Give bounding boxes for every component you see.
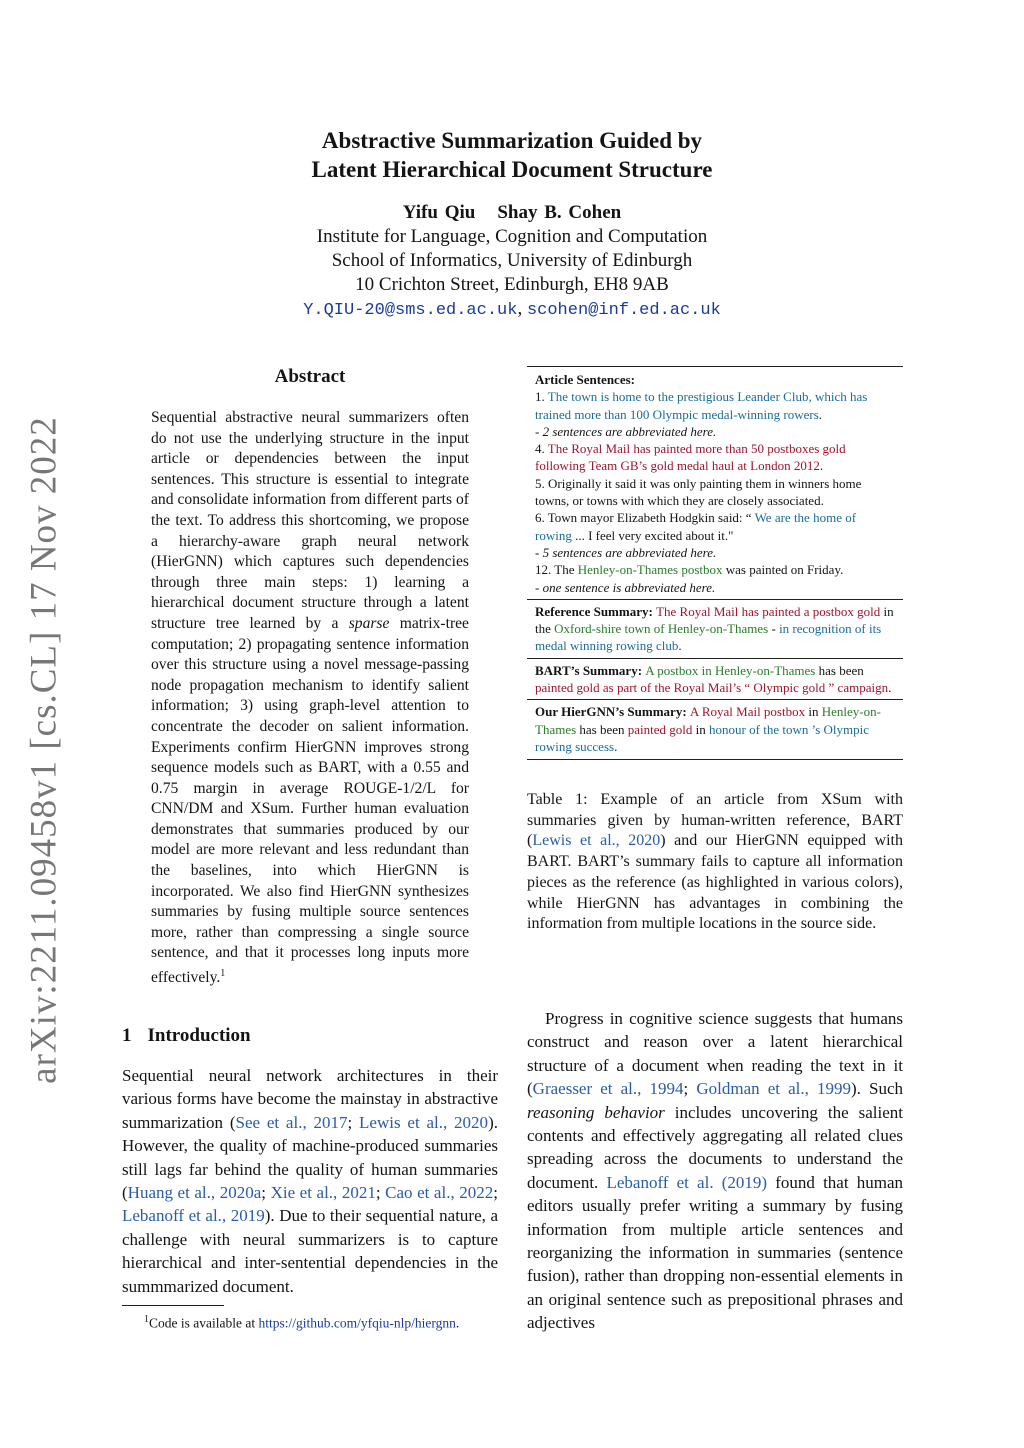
footnote-marker[interactable]: 1 — [220, 968, 226, 980]
abstract-text: Sequential abstractive neural summarizers often do not use the underlying structure in the input article or dependencies between the input sentences. This structure is essential to integrate and consolidate information from different parts of the text. To address this shortcoming, we propose a hierarchy-aware graph neural network (HierGNN) which captures such dependencies through three main steps: 1) learning a hierarchical document structure through a latent structure tree learned by a sparse matrix-tree computation; 2) propagating sentence information over this structure using a novel message-passing node propagation mechanism to identify salient information; 3) using graph-level attention to concentrate the decoder on salient information. Experiments confirm HierGNN improves strong sequence models such as BART, with a 0.55 and 0.75 margin in average ROUGE-1/2/L for CNN/DM and XSum. Further human evaluation demonstrates that summaries produced by our model are more relevant and less redundant than the baselines, into which HierGNN is incorporated. We also find HierGNN synthesizes summaries by fusing multiple source sentences more, rather than compressing a single source sentence, and that it processes long inputs more effectively.$^1$ — [151, 409, 469, 987]
footnote-divider — [122, 1305, 224, 1306]
code-url-link[interactable]: https://github.com/yfqiu-nlp/hiergnn — [258, 1315, 456, 1331]
arxiv-identifier-text: arXiv:2211.09458v1 [cs.CL] 17 Nov 2022 — [23, 416, 65, 1084]
arxiv-identifier-stamp — [14, 416, 74, 1084]
affiliation-school: School of Informatics, University of Edinburgh — [331, 250, 693, 271]
footnote: $^1$Code is available at https://github.com/yfqiu-nlp/hiergnn. — [144, 1314, 460, 1331]
email-link-2[interactable]: scohen@inf.ed.ac.uk — [526, 301, 721, 320]
table-caption: Table 1: Example of an article from XSum with summaries given by human-written reference, BART (Lewis et al., 2020) and our HierGNN equipped with BART. BART’s summary fails to capture all information pieces as the reference (as highlighted in various colors), while HierGNN has advantages in combining the information from multiple locations in the source side. — [527, 791, 903, 933]
author-name-1: Yifu Qiu — [402, 202, 476, 223]
title-line-2: Latent Hierarchical Document Structure — [311, 157, 713, 182]
citation-link[interactable]: Lewis et al., 2020 — [532, 832, 661, 850]
citation-link[interactable]: Lebanoff et al. (2019) — [606, 1172, 768, 1192]
abstract-heading: Abstract — [274, 366, 346, 387]
table-hiergnn-summary: Our HierGNN’s Summary: A Royal Mail postbox in Henley-on-Thames has been painted gold in honour of the town ’s Olympic rowing success. — [527, 699, 903, 760]
author-names — [212, 201, 812, 225]
citation-link[interactable]: See et al., 2017 — [235, 1112, 348, 1132]
table-reference-summary: Reference Summary: The Royal Mail has painted a postbox gold in the Oxford-shire town of Henley-on-Thames - in recognition of its medal winning rowing club. — [527, 599, 903, 658]
section-heading-introduction: 1 Introduction — [122, 1025, 251, 1046]
citation-link[interactable]: Xie et al., 2021 — [270, 1183, 376, 1203]
author-name-2: Shay B. Cohen — [497, 202, 622, 223]
column-2-paragraph: Progress in cognitive science suggests that humans construct and reason over a latent hierarchical structure of a document when reading the text in it (Graesser et al., 1994; Goldman et al., 1999). Such reasoning behavior includes uncovering the salient contents and effectively aggregating all related clues spreading across the documents to understand the document. Lebanoff et al. (2019) found that human editors usually prefer writing a summary by fusing information from multiple article sentences and reorganizing the information in summaries (sentence fusion), rather than dropping non-essential elements in an original sentence such as prepositional phrases and adjectives — [527, 1009, 904, 1333]
paper-title — [212, 126, 812, 184]
table-1 — [527, 366, 903, 760]
email-link-1[interactable]: Y.QIU-20@sms.ed.ac.uk — [303, 301, 518, 320]
citation-link[interactable]: Cao et al., 2022 — [385, 1183, 494, 1203]
citation-link[interactable]: Graesser et al., 1994 — [532, 1079, 684, 1099]
introduction-paragraph: Sequential neural network architectures in their various forms have become the mainstay in abstractive summarization (See et al., 2017; Lewis et al., 2020). However, the quality of machine-produced summaries still lags far behind the quality of human summaries (Huang et al., 2020a; Xie et al., 2021; Cao et al., 2022; Lebanoff et al., 2019). Due to their sequential nature, a challenge with neural summarizers is to capture hierarchical and inter-sentential dependencies in the summmarized document. — [122, 1066, 499, 1296]
citation-link[interactable]: Huang et al., 2020a — [127, 1183, 262, 1203]
author-block — [212, 201, 812, 323]
table-article-label: Article Sentences: — [535, 372, 635, 387]
author-emails: Y.QIU-20@sms.ed.ac.uk, scohen@inf.ed.ac.uk — [303, 298, 721, 320]
title-line-1: Abstractive Summarization Guided by — [321, 128, 703, 153]
citation-link[interactable]: Goldman et al., 1999 — [696, 1079, 851, 1099]
table-bart-summary: BART’s Summary: A postbox in Henley-on-Thames has been painted gold as part of the Royal Mail’s “ Olympic gold ” campaign. — [527, 658, 903, 700]
citation-link[interactable]: Lebanoff et al., 2019 — [122, 1206, 265, 1226]
table-article-sentences: Article Sentences: 1. The town is home to the prestigious Leander Club, which has trained more than 100 Olympic medal-winning rowers. - 2 sentences are abbreviated here. 4. The Royal Mail has painted more than 50 postboxes gold following Team GB’s gold medal haul at London 2012. 5. Originally it said it was only painting them in winners home towns, or towns with which they are closely associated. 6. Town mayor Elizabeth Hodgkin said: “ We are the home of rowing ... I feel very excited about it." - 5 sentences are abbreviated here. 12. The Henley-on-Thames postbox was painted on Friday. - one sentence is abbreviated here. — [527, 366, 903, 599]
affiliation-institute: Institute for Language, Cognition and Computation — [316, 226, 708, 247]
citation-link[interactable]: Lewis et al., 2020 — [359, 1112, 489, 1132]
affiliation-address: 10 Crichton Street, Edinburgh, EH8 9AB — [355, 274, 669, 295]
